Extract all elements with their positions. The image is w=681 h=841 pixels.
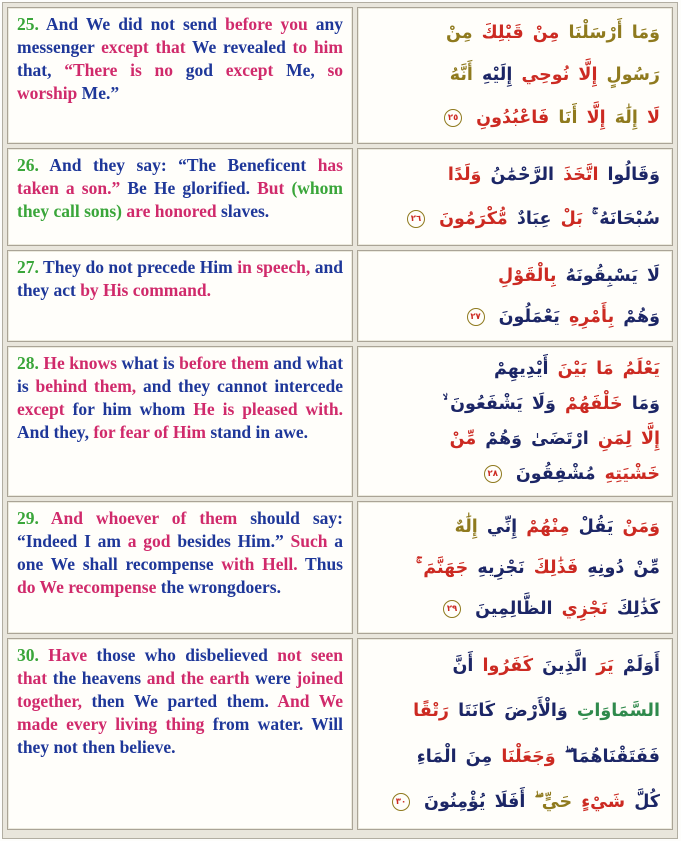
english-text-run: before them <box>179 353 269 373</box>
arabic-word: نُوحِي <box>521 65 570 86</box>
english-text-run: in speech, <box>237 257 311 277</box>
english-text-run: any messenger <box>17 14 344 57</box>
arabic-word: نَجْزِيهِ <box>477 557 525 578</box>
english-text-run: the heavens <box>52 667 142 688</box>
english-text-run: are honored <box>126 200 217 221</box>
arabic-word: إِلَّا <box>586 107 606 128</box>
verse-end-marker: ٢٩ <box>443 600 461 618</box>
verse-end-marker: ٣٠ <box>392 793 410 811</box>
verse-row <box>7 148 673 246</box>
english-text-run: He knows <box>43 353 117 373</box>
arabic-word: أَفَلَا يُؤْمِنُونَ <box>424 792 526 813</box>
arabic-word: فَاعْبُدُونِ <box>476 107 550 128</box>
arabic-word: وَقَالُوا <box>607 165 660 185</box>
arabic-word: السَّمَاوَاتِ <box>576 701 660 722</box>
english-text-run: besides Him.” <box>177 530 284 551</box>
arabic-word: الَّذِينَ <box>542 655 588 676</box>
arabic-line <box>366 517 660 537</box>
english-text-run: “There is no <box>64 59 174 80</box>
verse-row <box>7 250 673 342</box>
english-text-run: They do not precede Him <box>43 257 233 277</box>
arabic-word: خَشْيَتِهِ <box>604 464 660 485</box>
english-text-run: 29. <box>17 508 39 528</box>
verse-rows-container <box>7 7 673 830</box>
arabic-word: كَانَتَا <box>458 701 496 722</box>
verse-end-marker: ٢٦ <box>407 210 425 228</box>
english-text-run: the wrongdoers. <box>160 576 281 597</box>
arabic-word: كُلَّ <box>634 792 660 813</box>
arabic-word: ارْتَضَىٰ وَهُمْ <box>485 429 589 450</box>
english-text-run: for fear of Him <box>93 421 206 442</box>
english-text-run: He is pleased with. <box>193 398 343 419</box>
english-text-run: except that <box>101 36 186 57</box>
arabic-line <box>366 209 660 229</box>
arabic-word: أَنَّ <box>452 655 474 676</box>
arabic-word: رَسُولٍ <box>606 65 660 86</box>
arabic-line <box>366 429 660 449</box>
arabic-word: كَفَرُوا <box>482 655 534 676</box>
arabic-word: أَنَا <box>558 107 578 128</box>
english-text-run: Me.” <box>81 82 120 103</box>
english-text-run: And they, <box>17 421 89 442</box>
english-text-run: not seen that <box>17 645 344 688</box>
verse-row <box>7 7 673 144</box>
english-text-run: behind them, <box>35 375 137 396</box>
verse-row <box>7 501 673 634</box>
arabic-line <box>366 656 660 676</box>
arabic-word: وَالْأَرْضَ <box>504 701 568 722</box>
arabic-word: يَقُلْ <box>578 516 614 537</box>
english-translation-cell <box>7 148 353 246</box>
arabic-word: إِلَٰهَ <box>614 107 638 128</box>
arabic-word: رَتْقًا <box>413 701 449 722</box>
english-text-run: Thus <box>305 553 343 574</box>
arabic-line <box>366 266 660 286</box>
arabic-line <box>366 464 660 484</box>
english-text-run: (whom they call sons) <box>17 177 343 221</box>
arabic-word: مَا بَيْنَ <box>557 358 614 379</box>
english-text-run: 25. <box>17 14 39 34</box>
arabic-verse-cell <box>357 148 673 246</box>
arabic-word: مِّنْ <box>449 429 477 450</box>
arabic-word: وَلَا يَشْفَعُونَ ۙ <box>442 393 556 414</box>
arabic-line <box>366 165 660 185</box>
arabic-line <box>366 23 660 43</box>
arabic-word: قَبْلِكَ <box>481 23 524 44</box>
english-text-run: a god <box>127 530 171 551</box>
arabic-word: وَمَا <box>631 393 660 414</box>
verse-end-marker: ٢٨ <box>484 465 502 483</box>
english-text-run: 30. <box>17 645 39 665</box>
english-text-run: 27. <box>17 257 39 277</box>
english-translation-cell <box>7 501 353 634</box>
english-text-run: except <box>225 59 274 80</box>
arabic-word: يَعْمَلُونَ <box>498 306 560 327</box>
arabic-word: فَذَٰلِكَ <box>533 557 579 578</box>
arabic-line <box>366 359 660 379</box>
arabic-verse-cell <box>357 501 673 634</box>
english-text-run: to him <box>292 36 343 57</box>
arabic-word: أَيْدِيهِمْ <box>493 358 549 379</box>
english-text-run: Have <box>48 645 88 665</box>
english-text-run: stand in awe. <box>210 421 309 442</box>
arabic-word: وَمَنْ <box>622 516 660 537</box>
arabic-word: مِّنْ دُونِهِ <box>587 557 660 578</box>
english-text-run: And whoever of them <box>50 508 238 528</box>
english-text-run: and the earth <box>146 667 250 688</box>
arabic-word: مِنْ <box>532 23 560 44</box>
arabic-verse-cell <box>357 638 673 830</box>
english-text-run: a one We shall recompense <box>17 530 344 574</box>
arabic-word: وَمَا أَرْسَلْنَا <box>568 23 660 44</box>
english-text-run: do We recompense <box>17 576 157 597</box>
english-text-run: and they act <box>17 257 344 300</box>
verse-end-marker: ٢٧ <box>467 308 485 326</box>
english-text-run: were <box>255 667 291 688</box>
verse-row <box>7 638 673 830</box>
english-text-run: those who disbelieved <box>96 645 268 665</box>
arabic-word: كَذَٰلِكَ <box>616 598 660 619</box>
arabic-word: بَلْ <box>560 209 583 229</box>
arabic-word: وَلَدًا <box>447 165 482 185</box>
arabic-word: خَلْفَهُمْ <box>564 393 623 414</box>
arabic-word: يَرَ <box>596 655 614 676</box>
english-text-run: And We did not send <box>45 14 218 34</box>
arabic-word: لَا يَسْبِقُونَهُ <box>565 265 660 286</box>
english-text-run: should say: “Indeed I am <box>17 508 343 551</box>
english-text-run: 26. <box>17 155 39 175</box>
arabic-word: بِالْقَوْلِ <box>498 265 557 286</box>
arabic-line <box>366 558 660 578</box>
arabic-word: شَيْءٍ <box>581 792 626 813</box>
english-text-run: joined together, <box>17 667 344 711</box>
arabic-line <box>366 747 660 767</box>
arabic-word: فَفَتَقْنَاهُمَا ۖ <box>564 746 660 767</box>
arabic-line <box>366 792 660 812</box>
arabic-word: وَجَعَلْنَا <box>501 746 556 767</box>
arabic-line <box>366 701 660 721</box>
english-text-run: and they cannot intercede <box>143 375 344 396</box>
english-text-run: then We parted them. <box>91 690 269 711</box>
arabic-word: سُبْحَانَهُ ۚ <box>591 209 660 229</box>
english-text-run: Be He glorified. <box>127 177 250 198</box>
arabic-word: إِلَٰهٌ <box>454 516 478 537</box>
arabic-word: اتَّخَذَ <box>563 165 599 185</box>
arabic-word: يَعْلَمُ <box>622 358 660 379</box>
english-text-run: 28. <box>17 353 39 373</box>
quran-page <box>2 2 678 839</box>
arabic-verse-cell <box>357 7 673 144</box>
arabic-word: بِأَمْرِهِ <box>568 306 615 327</box>
arabic-line <box>366 394 660 414</box>
english-text-run: by His command. <box>80 279 211 300</box>
english-text-run: And they say: “The Beneficent <box>49 155 307 175</box>
arabic-word: حَيٍّ ۖ <box>534 792 573 813</box>
english-text-run: god <box>185 59 213 80</box>
english-text-run: Me, <box>286 59 315 80</box>
verse-end-marker: ٢٥ <box>444 109 462 127</box>
arabic-word: إِلَيْهِ <box>482 65 513 86</box>
english-text-run: and what is <box>17 353 344 396</box>
arabic-word: عِبَادٌ <box>516 209 552 229</box>
arabic-word: الظَّالِمِينَ <box>475 598 553 619</box>
english-text-run: slaves. <box>221 200 270 221</box>
english-translation-cell <box>7 250 353 342</box>
english-text-run: And We made every living thing <box>17 690 344 734</box>
arabic-word: لَا <box>646 107 660 128</box>
english-text-run: so worship <box>17 59 344 103</box>
english-text-run: before you <box>225 14 308 34</box>
arabic-verse-cell <box>357 346 673 497</box>
english-translation-cell <box>7 346 353 497</box>
arabic-line <box>366 108 660 128</box>
arabic-word: إِلَّا لِمَنِ <box>597 429 660 450</box>
english-text-run: Such <box>290 530 328 551</box>
arabic-word: جَهَنَّمَ ۚ <box>415 557 469 578</box>
arabic-word: إِنِّي <box>486 516 518 537</box>
arabic-word: مُّكْرَمُونَ <box>439 209 508 229</box>
english-text-run: except <box>17 398 65 419</box>
arabic-line <box>366 65 660 85</box>
arabic-word: الرَّحْمَٰنُ <box>490 165 555 185</box>
english-translation-cell <box>7 638 353 830</box>
english-text-run: But <box>257 177 285 198</box>
arabic-verse-cell <box>357 250 673 342</box>
english-text-run: what is <box>121 353 175 373</box>
english-text-run: from water. Will they not then believe. <box>17 713 343 757</box>
arabic-word: إِلَّا <box>578 65 598 86</box>
arabic-word: أَنَّهُ <box>449 65 473 86</box>
arabic-line <box>366 599 660 619</box>
arabic-word: مِنَ الْمَاءِ <box>416 746 493 767</box>
arabic-word: مِنْهُمْ <box>526 516 570 537</box>
english-text-run: has taken a son.” <box>17 155 343 198</box>
arabic-word: مِنْ <box>445 23 473 44</box>
english-text-run: with Hell. <box>221 553 298 574</box>
english-text-run: We revealed <box>191 36 286 57</box>
english-translation-cell <box>7 7 353 144</box>
verse-row <box>7 346 673 497</box>
english-text-run: that, <box>17 59 52 80</box>
arabic-word: أَوَلَمْ <box>622 655 660 676</box>
arabic-word: نَجْزِي <box>561 598 608 619</box>
arabic-word: وَهُمْ <box>623 306 660 327</box>
arabic-line <box>366 307 660 327</box>
english-text-run: for him whom <box>72 398 186 419</box>
arabic-word: مُشْفِقُونَ <box>515 464 596 485</box>
